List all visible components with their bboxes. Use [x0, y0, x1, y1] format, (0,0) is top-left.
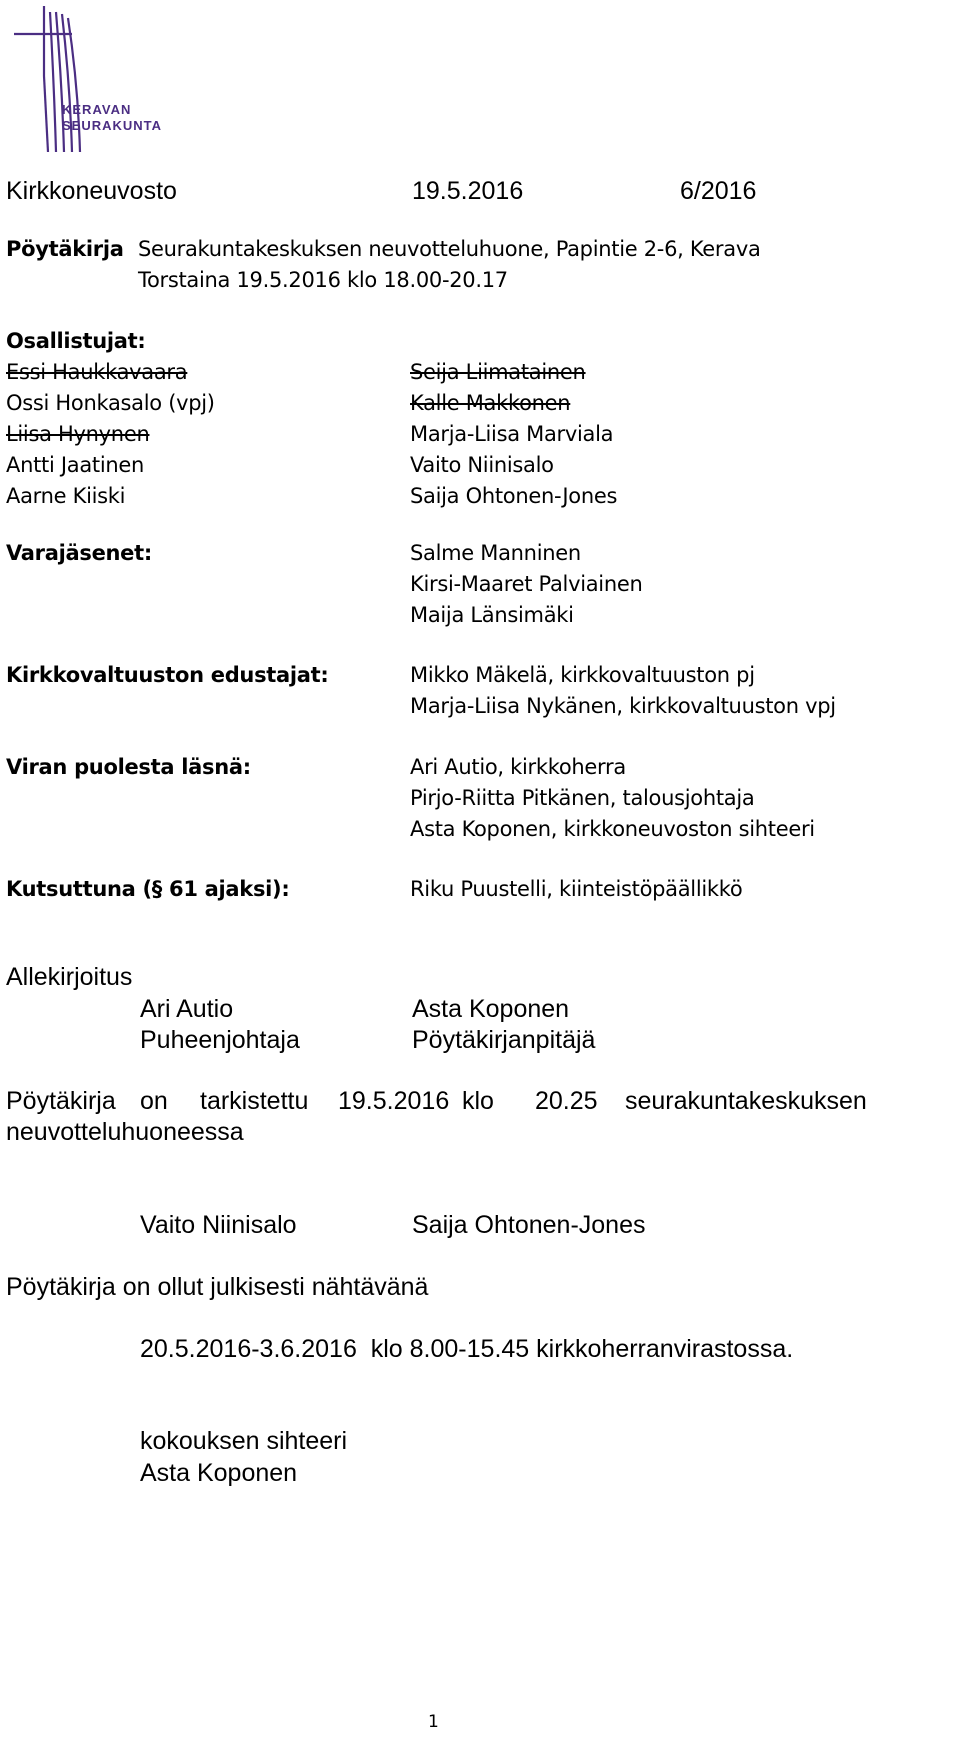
footer-name: Asta Koponen [140, 1459, 298, 1487]
checked-word: tarkistettu [200, 1087, 309, 1115]
signature-label: Allekirjoitus [6, 963, 133, 991]
checked-word: 19.5.2016 [338, 1087, 450, 1115]
official-name: Pirjo-Riitta Pitkänen, talousjohtaja [410, 786, 755, 810]
display-period: 20.5.2016-3.6.2016 klo 8.00-15.45 kirkkoherranvirastossa. [140, 1335, 794, 1363]
participant-name: Marja-Liisa Marviala [410, 422, 614, 446]
checked-word: klo [462, 1087, 494, 1115]
secretary-role: Pöytäkirjanpitäjä [412, 1026, 596, 1054]
minutes-label: Pöytäkirja [6, 237, 124, 261]
participant-name: Ossi Honkasalo (vpj) [6, 391, 215, 415]
checked-word: on [140, 1087, 168, 1115]
council-reps-label: Kirkkovaltuuston edustajat: [6, 663, 329, 687]
checked-word: seurakuntakeskuksen [625, 1087, 867, 1115]
invited-name: Riku Puustelli, kiinteistöpäällikkö [410, 877, 743, 901]
participant-name: Kalle Makkonen [410, 391, 571, 415]
participant-name: Aarne Kiiski [6, 484, 126, 508]
minutes-time: Torstaina 19.5.2016 klo 18.00-20.17 [138, 268, 508, 292]
checked-word: Pöytäkirja [6, 1087, 116, 1115]
deputies-label: Varajäsenet: [6, 541, 152, 565]
officials-label: Viran puolesta läsnä: [6, 755, 251, 779]
header-date: 19.5.2016 [412, 177, 524, 205]
checked-word: 20.25 [535, 1087, 598, 1115]
checker-name: Vaito Niinisalo [140, 1211, 297, 1239]
official-name: Ari Autio, kirkkoherra [410, 755, 626, 779]
minutes-place: Seurakuntakeskuksen neuvotteluhuone, Papintie 2-6, Kerava [138, 237, 761, 261]
participants-label: Osallistujat: [6, 329, 146, 353]
secretary-name: Asta Koponen [412, 995, 570, 1023]
page-number: 1 [428, 1712, 439, 1732]
participant-name: Seija Liimatainen [410, 360, 586, 384]
header-number: 6/2016 [680, 177, 757, 205]
participant-name: Liisa Hynynen [6, 422, 150, 446]
footer-role: kokouksen sihteeri [140, 1427, 348, 1455]
participant-name: Saija Ohtonen-Jones [410, 484, 618, 508]
chair-role: Puheenjohtaja [140, 1026, 300, 1054]
council-rep-name: Marja-Liisa Nykänen, kirkkovaltuuston vpj [410, 694, 836, 718]
checked-line2: neuvotteluhuoneessa [6, 1118, 244, 1146]
checker-name: Saija Ohtonen-Jones [412, 1211, 646, 1239]
chair-name: Ari Autio [140, 995, 234, 1023]
participant-name: Essi Haukkavaara [6, 360, 188, 384]
participant-name: Antti Jaatinen [6, 453, 144, 477]
council-rep-name: Mikko Mäkelä, kirkkovaltuuston pj [410, 663, 755, 687]
participant-name: Vaito Niinisalo [410, 453, 554, 477]
logo-line2: SEURAKUNTA [62, 118, 163, 133]
official-name: Asta Koponen, kirkkoneuvoston sihteeri [410, 817, 815, 841]
display-label: Pöytäkirja on ollut julkisesti nähtävänä [6, 1273, 429, 1301]
logo-line1: KERAVAN [62, 102, 132, 117]
invited-label: Kutsuttuna (§ 61 ajaksi): [6, 877, 290, 901]
deputy-name: Maija Länsimäki [410, 603, 574, 627]
deputy-name: Kirsi-Maaret Palviainen [410, 572, 643, 596]
header-body: Kirkkoneuvosto [6, 177, 177, 205]
deputy-name: Salme Manninen [410, 541, 581, 565]
